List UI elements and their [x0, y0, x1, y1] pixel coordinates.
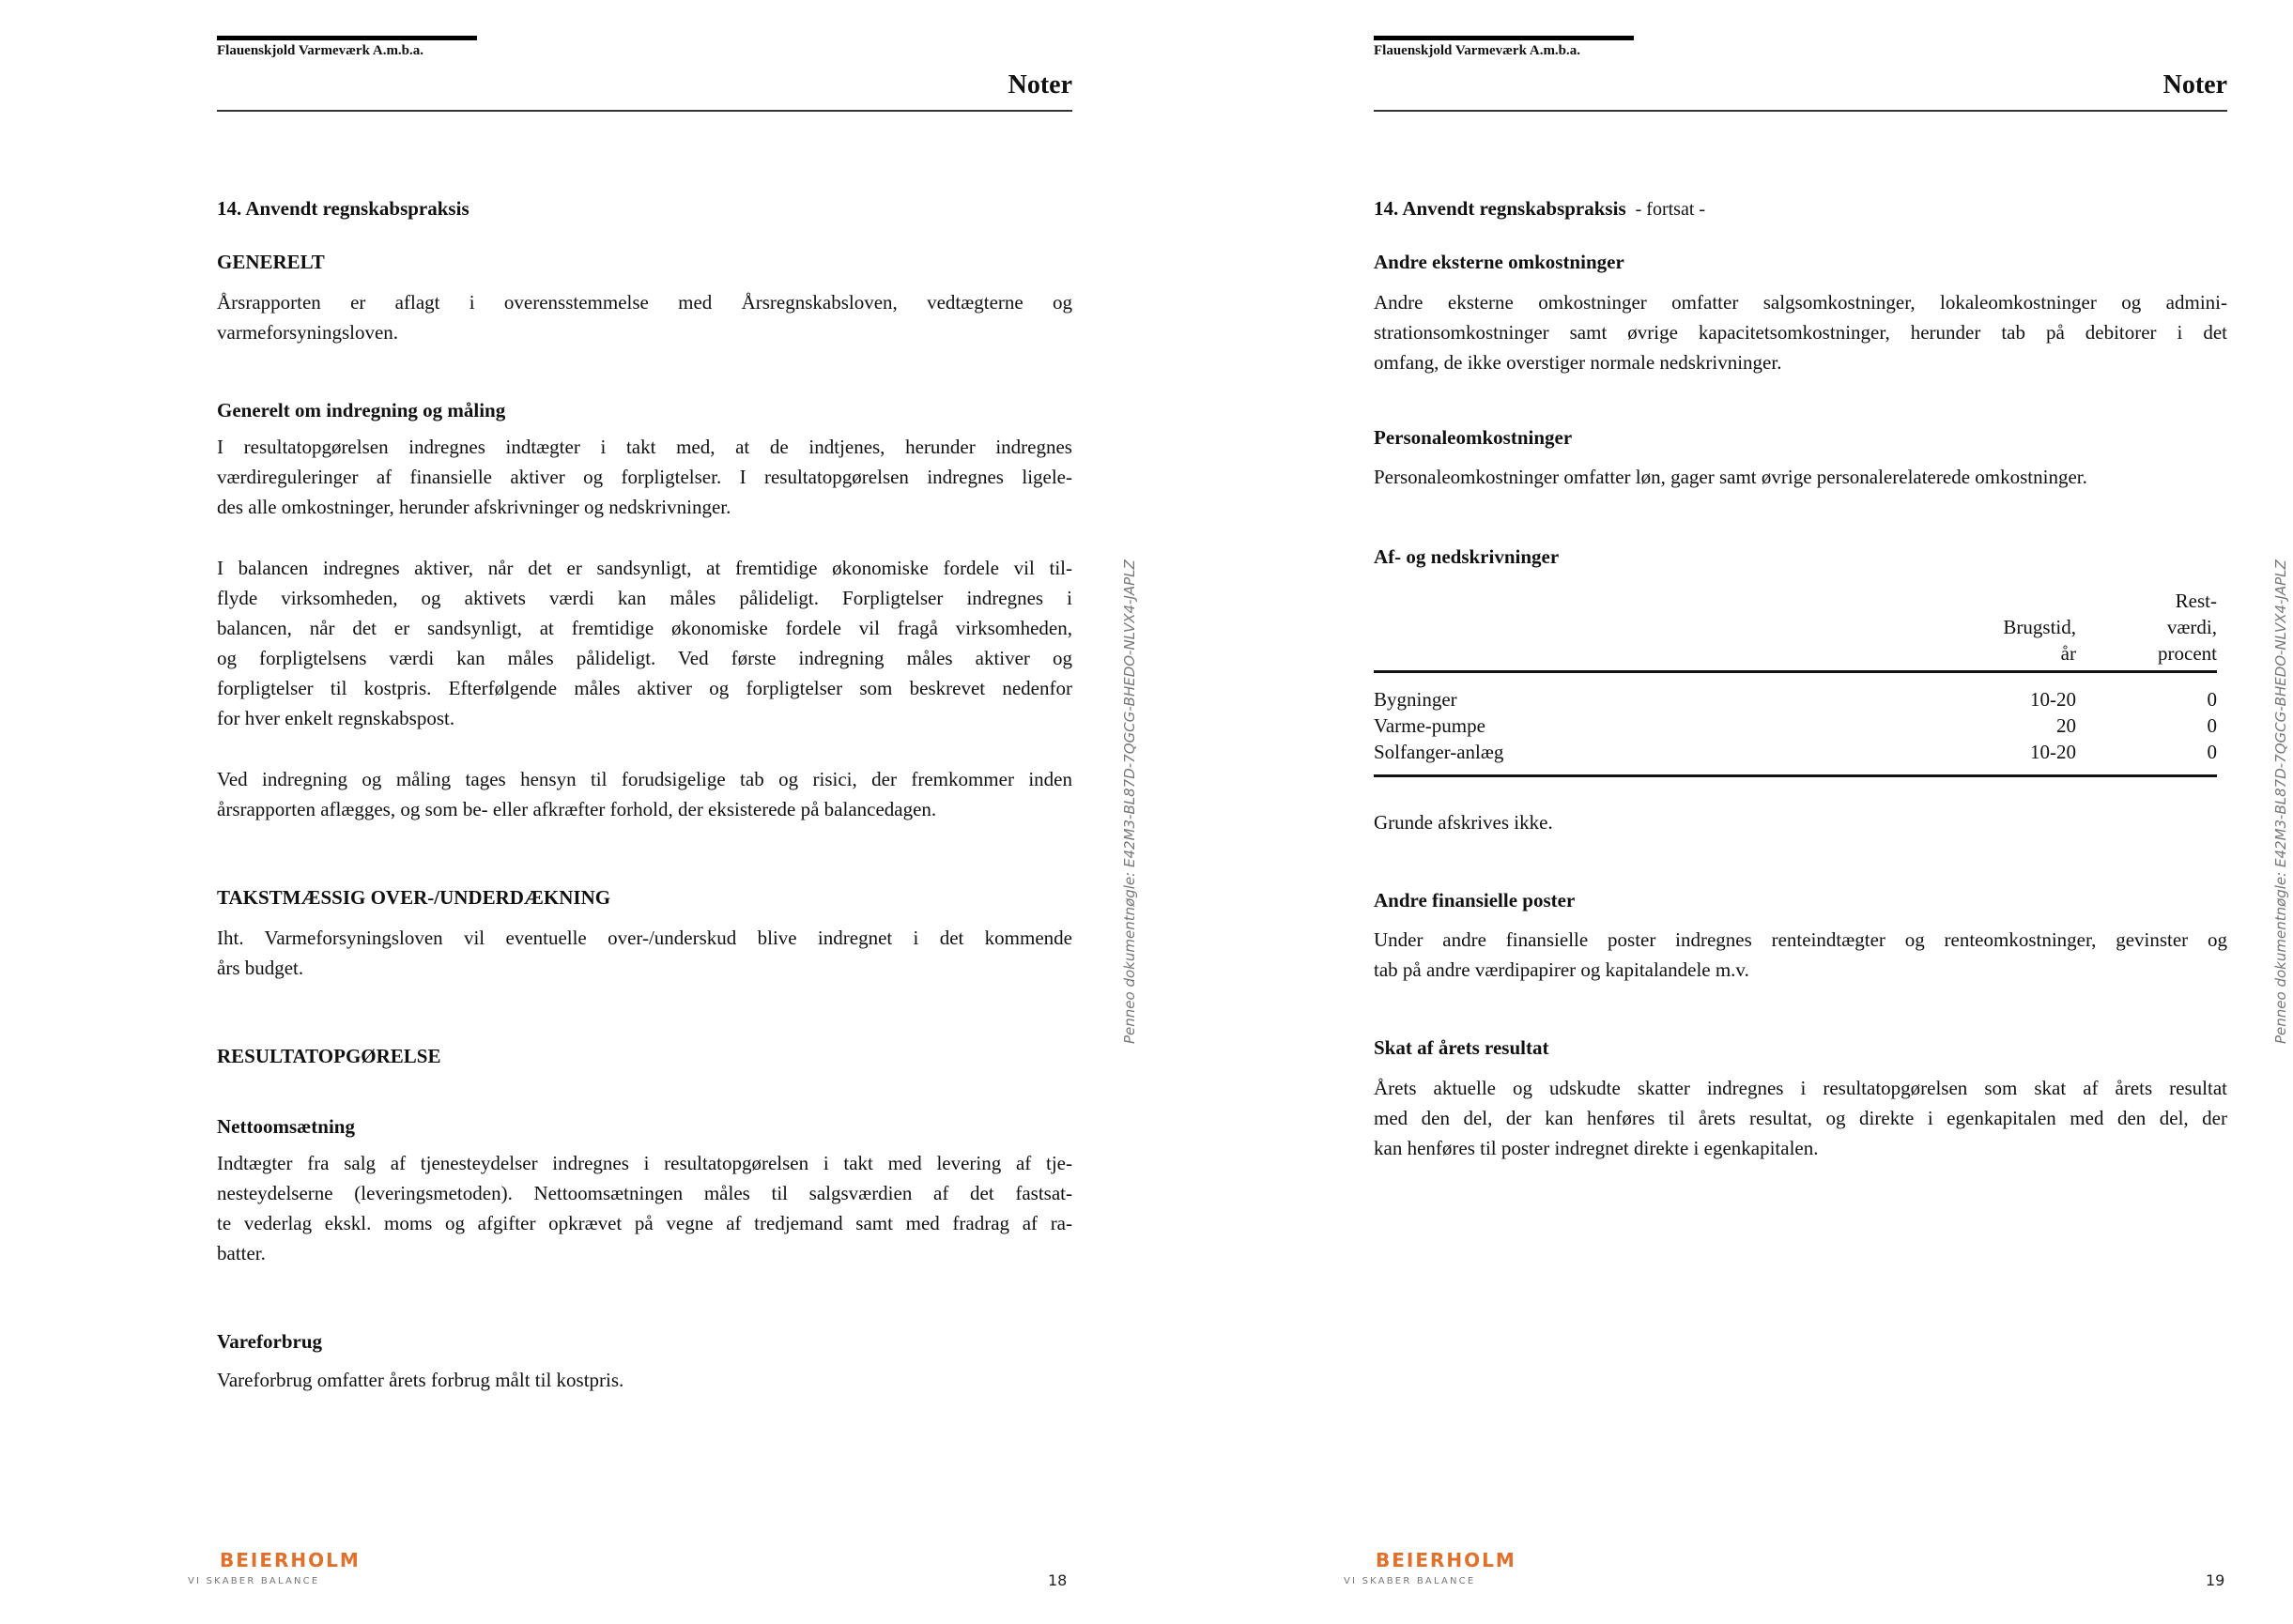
penneo-watermark: Penneo dokumentnøgle: E42M3-BL87D-7QGCG-BHEDO-NLVX4-JAPLZ [1121, 559, 1138, 1044]
body-line [1374, 1133, 2227, 1163]
paragraph [1374, 287, 2227, 377]
body-line [217, 953, 1072, 983]
continued-label: - fortsat - [1635, 199, 1706, 220]
heading-andre-eksterne: Andre eksterne omkostninger [1374, 251, 1624, 273]
page-18 [0, 0, 1146, 1624]
body-line-text: forpligtelser til kostpris. Efterfølgende måles aktiver og forpligtelser som beskrevet nedenfor [217, 677, 1072, 699]
beierholm-logo: BEIERHOLM [220, 1549, 361, 1571]
body-line [217, 492, 1072, 522]
heading-resultatopgorelse: RESULTATOPGØRELSE [217, 1045, 441, 1067]
paragraph [1374, 925, 2227, 985]
paragraph [1374, 462, 2227, 492]
body-line-text: Indtægter fra salg af tjenesteydelser indregnes i resultatopgørelsen i takt med levering af tje- [217, 1152, 1072, 1174]
body-line [217, 643, 1072, 673]
paragraph [217, 923, 1072, 983]
body-line-text: flyde virksomheden, og aktivets værdi kan måles pålideligt. Forpligtelser indregnes i [217, 587, 1072, 609]
section-title: Noter [1008, 70, 1072, 100]
header-rule [217, 110, 1072, 112]
logo-tagline: VI SKABER BALANCE [188, 1576, 320, 1586]
body-line [217, 1178, 1072, 1208]
body-line-text: te vederlag ekskl. moms og afgifter opkrævet på vegne af tredjemand samt med fradrag af ra- [217, 1212, 1072, 1234]
body-line-text: Årets aktuelle og udskudte skatter indregnes i resultatopgørelsen som skat af årets resultat [1374, 1077, 2227, 1099]
body-line [1374, 287, 2227, 317]
body-line [217, 703, 1072, 733]
company-name: Flauenskjold Varmeværk A.m.b.a. [1374, 43, 1581, 58]
row-restvaerdi: 0 [2207, 741, 2217, 763]
body-line-text: omfang, de ikke overstiger normale nedskrivninger. [1374, 351, 1782, 374]
body-line [217, 583, 1072, 613]
body-line [1374, 347, 2227, 377]
body-line-text: balancen, når det er sandsynligt, at fremtidige økonomiske fordele vil fragå virksomheden, [217, 617, 1072, 639]
body-line-text: årsrapporten aflægges, og som be- eller afkræfter forhold, der eksisterede på balancedagen. [217, 798, 937, 820]
paragraph [217, 764, 1072, 824]
table-header [1374, 588, 2217, 666]
page-19 [1146, 0, 2293, 1624]
body-line-text: Iht. Varmeforsyningsloven vil eventuelle over-/underskud blive indregnet i det kommende [217, 927, 1072, 949]
note-title [1374, 194, 2227, 222]
body-line-text: I resultatopgørelsen indregnes indtægter i takt med, at de indtjenes, herunder indregnes [217, 436, 1072, 458]
body-line [217, 1148, 1072, 1178]
left-content [217, 194, 1072, 1395]
body-line-text: og forpligtelsens værdi kan måles pålideligt. Ved første indregning måles aktiver og [217, 647, 1072, 669]
body-line-text: Årsrapporten er aflagt i overensstemmelse med Årsregnskabsloven, vedtægterne og [217, 291, 1072, 314]
row-brugstid: 10-20 [2030, 688, 2076, 711]
body-line-text: års budget. [217, 957, 304, 979]
heading-afskrivninger: Af- og nedskrivninger [1374, 545, 1560, 568]
col-header-restvaerdi-1: Rest- [2175, 590, 2217, 612]
row-label: Bygninger [1374, 688, 1457, 711]
row-label: Solfanger-anlæg [1374, 741, 1504, 763]
body-line-text: I balancen indregnes aktiver, når det er sandsynligt, at fremtidige økonomiske fordele vil til- [217, 557, 1072, 579]
heading-takst: TAKSTMÆSSIG OVER-/UNDERDÆKNING [217, 886, 611, 909]
body-line [217, 1365, 1072, 1395]
paragraph [217, 1365, 1072, 1395]
body-line-text: kan henføres til poster indregnet direkte i egenkapitalen. [1374, 1137, 1819, 1159]
body-line [1374, 317, 2227, 347]
body-line-text: Vareforbrug omfatter årets forbrug målt til kostpris. [217, 1369, 624, 1391]
col-header-restvaerdi-3: procent [2158, 642, 2217, 665]
body-line-text: for hver enkelt regnskabspost. [217, 707, 455, 729]
body-line-text: Under andre finansielle poster indregnes renteindtægter og renteomkostninger, gevinster og [1374, 928, 2227, 951]
header-rule [1374, 110, 2227, 112]
paragraph [1374, 807, 2227, 837]
paragraph [1374, 1073, 2227, 1163]
body-line [217, 287, 1072, 317]
col-header-brugstid-2: år [2060, 642, 2076, 665]
header-bar [1374, 36, 1634, 40]
row-brugstid: 20 [2056, 714, 2076, 737]
heading-indregning: Generelt om indregning og måling [217, 399, 506, 421]
logo-tagline: VI SKABER BALANCE [1344, 1576, 1476, 1586]
body-line [1374, 1103, 2227, 1133]
heading-personale: Personaleomkostninger [1374, 426, 1573, 449]
row-restvaerdi: 0 [2207, 714, 2217, 737]
header-bar [217, 36, 477, 40]
paragraph [217, 287, 1072, 347]
table-row [1374, 686, 2217, 712]
section-title: Noter [2162, 70, 2227, 100]
paragraph [217, 432, 1072, 522]
body-line [217, 613, 1072, 643]
body-line-text: Andre eksterne omkostninger omfatter salgsomkostninger, lokaleomkostninger og admini- [1374, 291, 2227, 314]
row-restvaerdi: 0 [2207, 688, 2217, 711]
note-title: 14. Anvendt regnskabspraksis [217, 197, 469, 220]
note-grunde [1374, 807, 2227, 837]
col-header-restvaerdi-2: værdi, [2166, 616, 2217, 638]
heading-generelt: GENERELT [217, 251, 325, 273]
col-header-brugstid-1: Brugstid, [2003, 616, 2076, 638]
depreciation-table [1374, 588, 2217, 777]
body-line [217, 794, 1072, 824]
beierholm-logo: BEIERHOLM [1376, 1549, 1516, 1571]
body-line [1374, 955, 2227, 985]
paragraph [217, 553, 1072, 733]
heading-finansielle: Andre finansielle poster [1374, 889, 1576, 912]
body-line-text: des alle omkostninger, herunder afskrivninger og nedskrivninger. [217, 496, 731, 518]
body-line-text: tab på andre værdipapirer og kapitalandele m.v. [1374, 958, 1749, 981]
body-line [1374, 925, 2227, 955]
body-line [1374, 1073, 2227, 1103]
body-line [217, 432, 1072, 462]
body-line-text: Personaleomkostninger omfatter løn, gager samt øvrige personalerelaterede omkostninger. [1374, 466, 2087, 488]
body-line-text: værdireguleringer af finansielle aktiver og forpligtelser. I resultatopgørelsen indregnes ligele- [217, 466, 1072, 488]
penneo-watermark: Penneo dokumentnøgle: E42M3-BL87D-7QGCG-BHEDO-NLVX4-JAPLZ [2272, 559, 2289, 1044]
heading-vareforbrug: Vareforbrug [217, 1330, 322, 1353]
body-line [217, 1208, 1072, 1238]
note-title-text: 14. Anvendt regnskabspraksis [1374, 197, 1626, 220]
right-content [1374, 194, 2227, 1163]
row-label: Varme-pumpe [1374, 714, 1485, 737]
body-line-text: nesteydelserne (leveringsmetoden). Nettoomsætningen måles til salgsværdien af det fastsat- [217, 1182, 1072, 1204]
body-line-text: Ved indregning og måling tages hensyn til forudsigelige tab og risici, der fremkommer inden [217, 768, 1072, 790]
body-line-text: batter. [217, 1242, 266, 1264]
heading-skat: Skat af årets resultat [1374, 1036, 1549, 1059]
body-line [217, 1238, 1072, 1268]
body-line-text: Grunde afskrives ikke. [1374, 811, 1553, 834]
paragraph [217, 1148, 1072, 1268]
body-line [1374, 462, 2227, 492]
body-line [217, 462, 1072, 492]
body-line [217, 923, 1072, 953]
body-line [217, 764, 1072, 794]
table-footer-rule [1374, 774, 2217, 777]
table-row [1374, 712, 2217, 739]
heading-nettoomsaetning: Nettoomsætning [217, 1115, 355, 1138]
row-brugstid: 10-20 [2030, 741, 2076, 763]
body-line-text: strationsomkostninger samt øvrige kapacitetsomkostninger, herunder tab på debitorer i det [1374, 321, 2227, 344]
body-line [217, 673, 1072, 703]
table-row [1374, 739, 2217, 765]
page-number: 18 [1048, 1571, 1068, 1589]
body-line [217, 553, 1072, 583]
company-name: Flauenskjold Varmeværk A.m.b.a. [217, 43, 424, 58]
body-line-text: varmeforsyningsloven. [217, 321, 399, 344]
page-number: 19 [2206, 1571, 2225, 1589]
body-line-text: med den del, der kan henføres til årets resultat, og direkte i egenkapitalen med den del, der [1374, 1107, 2227, 1129]
body-line [217, 317, 1072, 347]
